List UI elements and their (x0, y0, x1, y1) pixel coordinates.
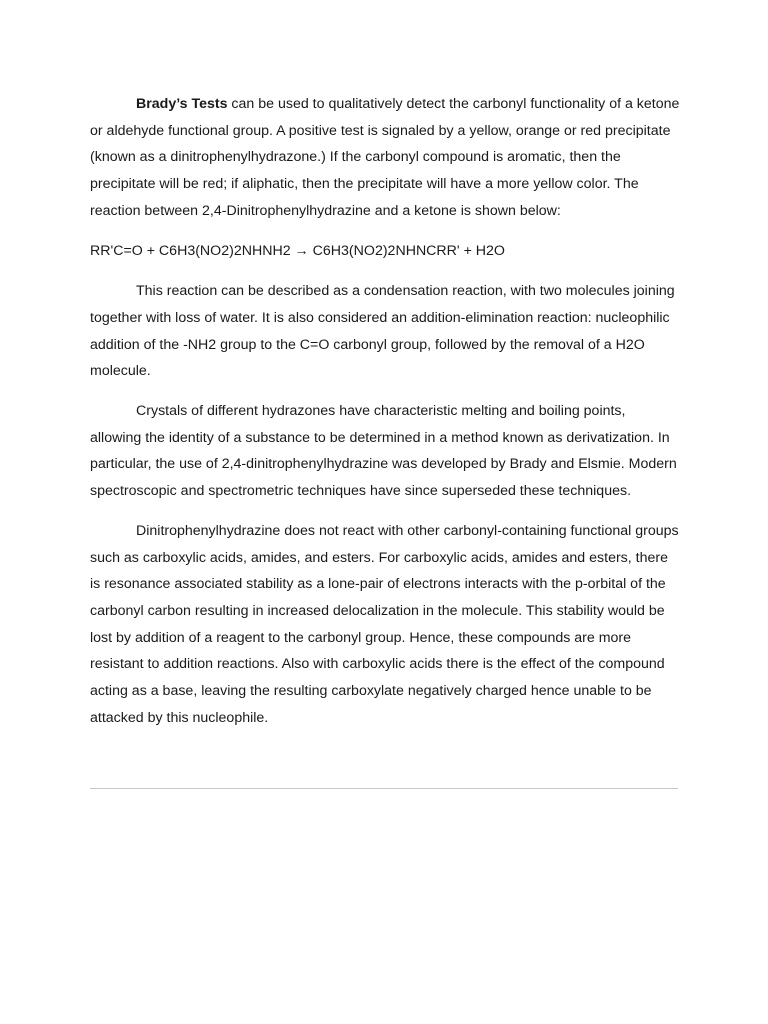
bradys-tests-heading: Brady’s Tests (136, 96, 228, 112)
document-page (90, 91, 680, 744)
paragraph-bradys-tests (90, 91, 680, 225)
paragraph-condensation: This reaction can be described as a condensation reaction, with two molecules joining together with loss of water. It is also considered an addition-elimination reaction: nucleophilic addition of the -NH2 group to the C=O carbonyl group, followed by the removal of a H2O molecule. (90, 283, 675, 380)
horizontal-divider (90, 788, 678, 789)
paragraph-1-text: can be used to qualitatively detect the carbonyl functionality of a ketone or aldehyde functional group. A positive test is signaled by a yellow, orange or red precipitate (known as a dinitrophenylhydrazone.) If the carbonyl compound is aromatic, then the precipitate will be red; if aliphatic, then the precipitate will have a more yellow color. The reaction between 2,4-Dinitrophenylhydrazine and a ketone is shown below: (90, 96, 680, 219)
paragraph-dinitrophenylhydrazine: Dinitrophenylhydrazine does not react with other carbonyl-containing functional groups such as carboxylic acids, amides, and esters. For carboxylic acids, amides and esters, there is resonance associated stability as a lone-pair of electrons interacts with the p-orbital of the carbonyl carbon resulting in increased delocalization in the molecule. This stability would be lost by addition of a reagent to the carbonyl group. Hence, these compounds are more resistant to addition reactions. Also with carboxylic acids there is the effect of the compound acting as a base, leaving the resulting carboxylate negatively charged hence unable to be attacked by this nucleophile. (90, 522, 679, 726)
paragraph-crystals: Crystals of different hydrazones have characteristic melting and boiling points, allowing the identity of a substance to be determined in a method known as derivatization. In particular, the use of 2,4-dinitrophenylhydrazine was developed by Brady and Elsmie. Modern spectroscopic and spectrometric techniques have since superseded these techniques. (90, 403, 677, 500)
reaction-equation: RR'C=O + C6H3(NO2)2NHNH2 → C6H3(NO2)2NHNCRR' + H2O (90, 242, 505, 259)
